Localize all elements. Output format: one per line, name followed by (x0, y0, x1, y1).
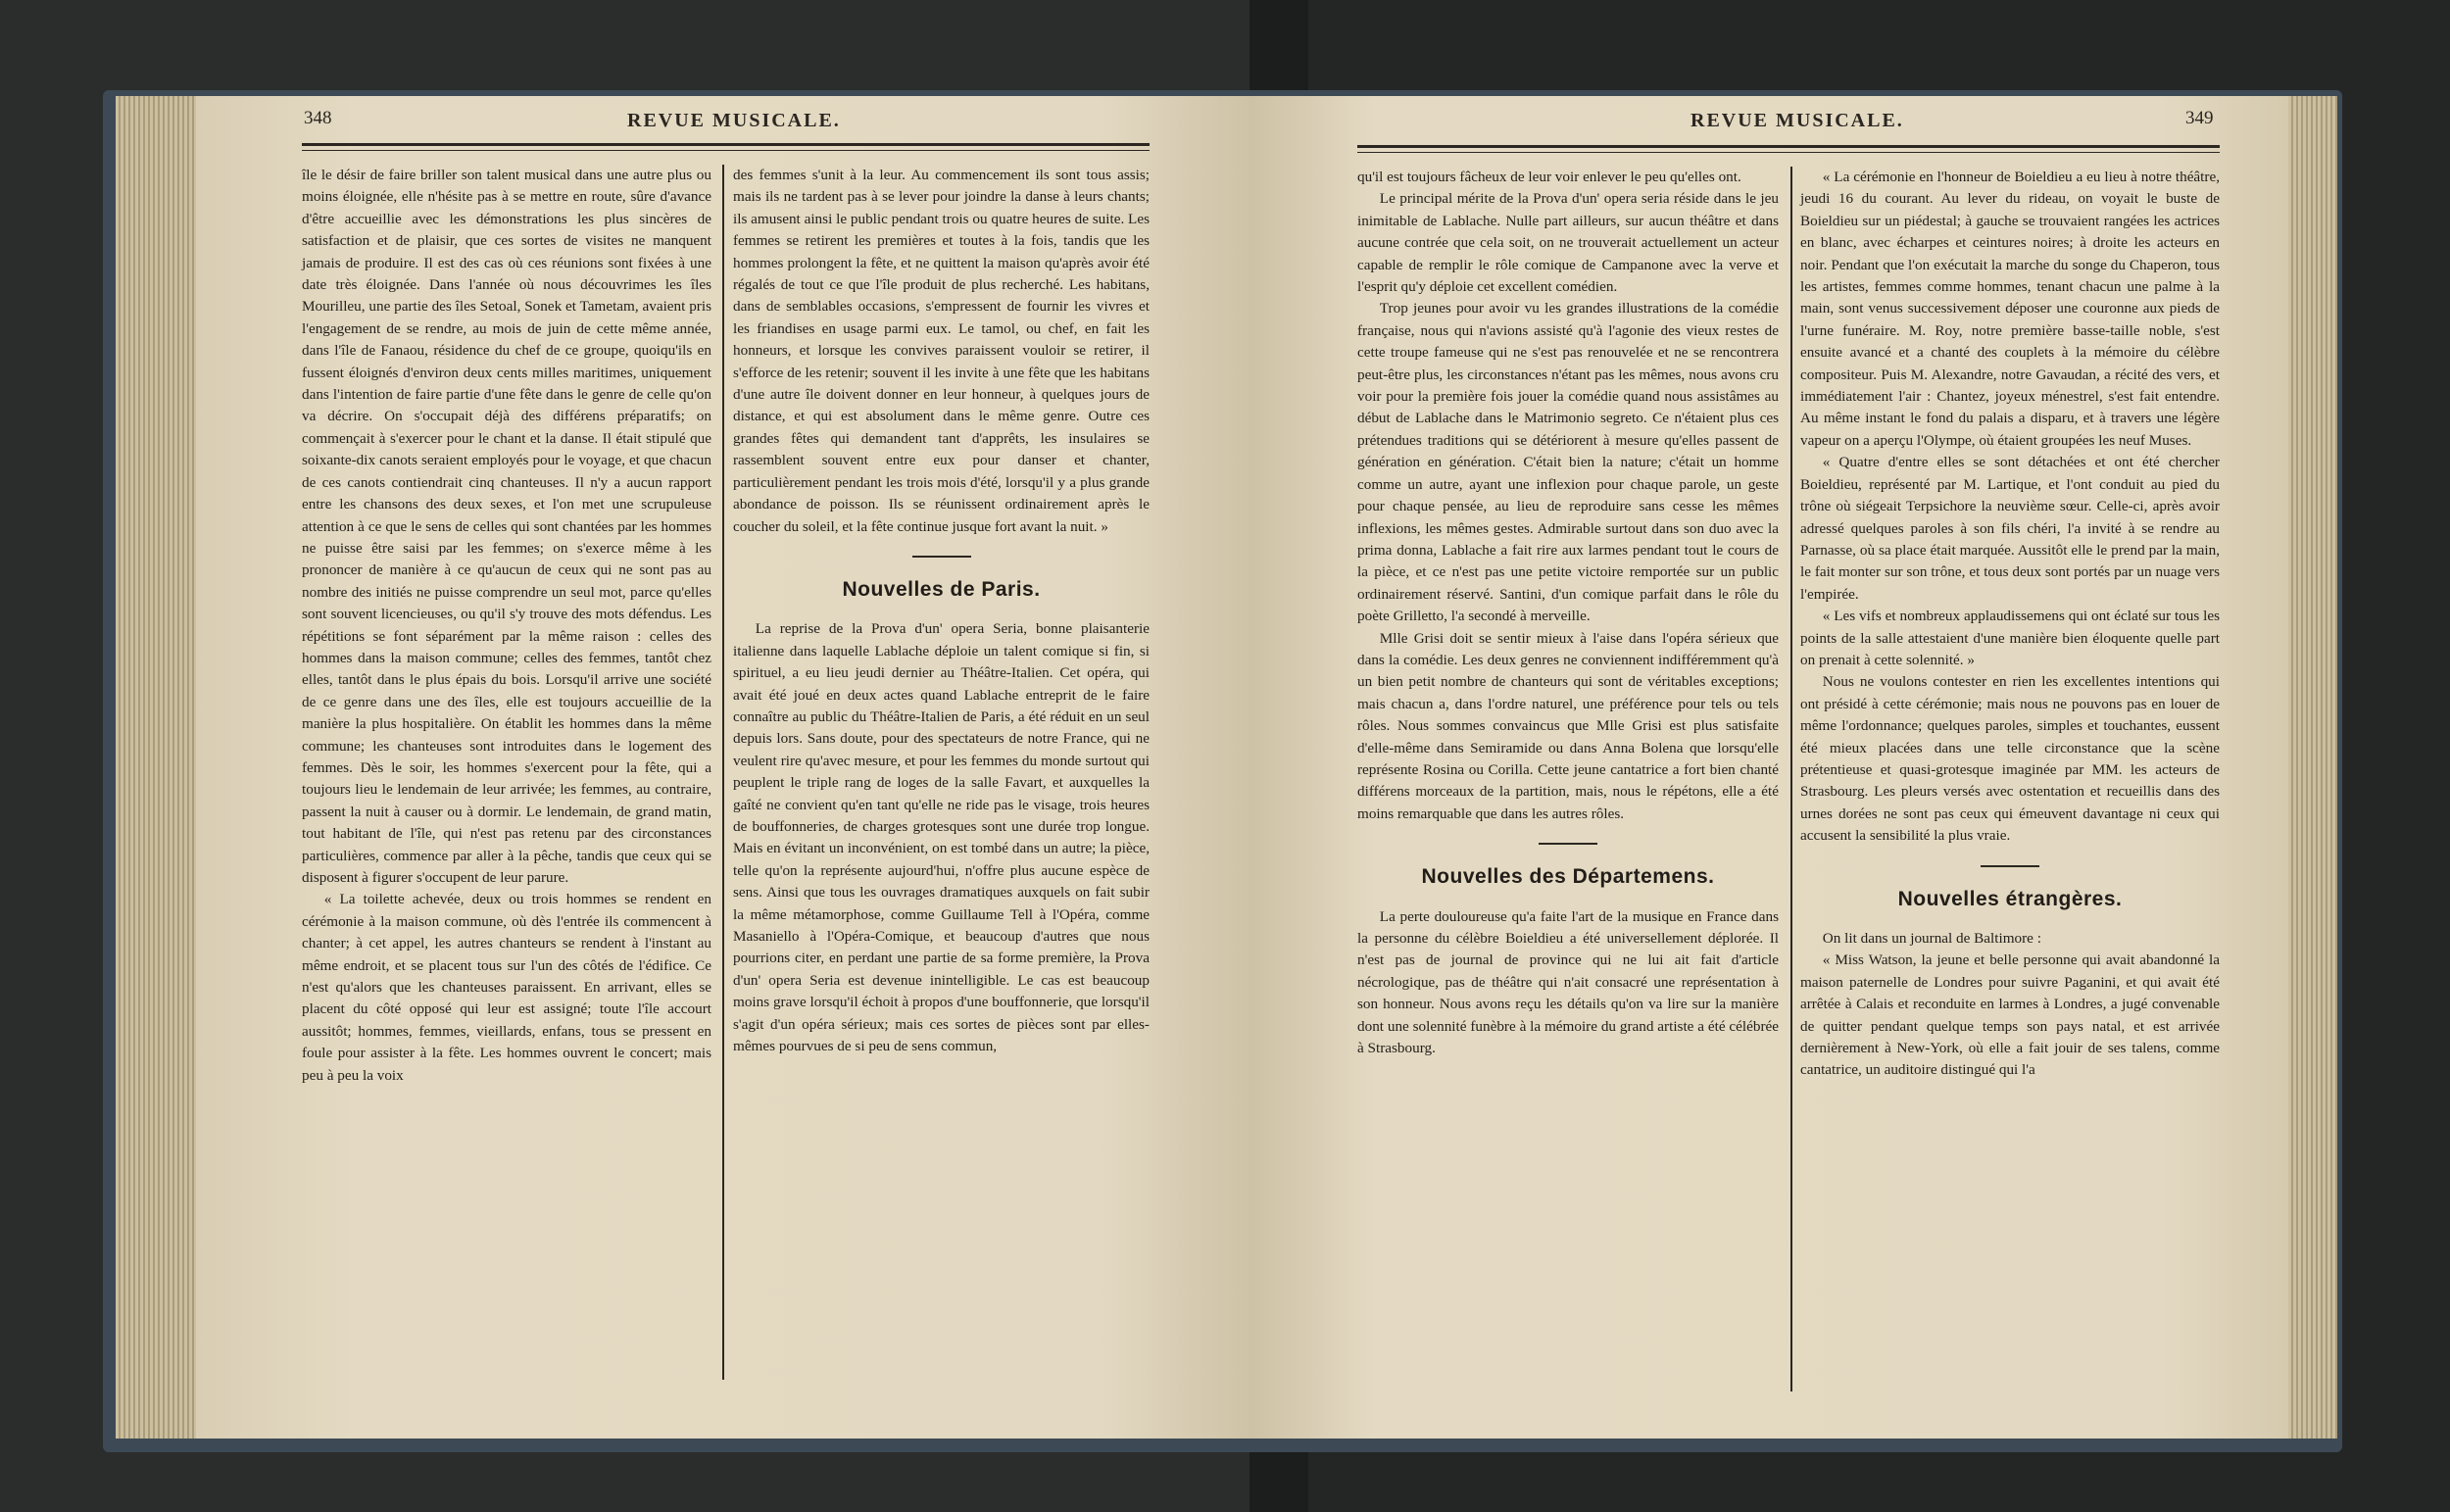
paragraph: Mlle Grisi doit se sentir mieux à l'aise dans l'opéra sérieux que dans la comédie. Les deux genres ne conviennent indifféremment qu'à un bien petit nombre de chanteurs qui sont de véritables exceptions; mais chacun a, dans l'ordre naturel, une préférence pour tels ou tels rôles. Nous sommes convaincus que Mlle Grisi est plus satisfaite d'elle-même dans Semiramide ou dans Anna Bolena que lorsqu'elle représente Rosina ou Corilla. Cette jeune cantatrice a fort bien chanté différens morceaux de la partition, mais, nous le répétons, elle a été moins remarquable que dans les autres rôles. (1357, 629, 1779, 822)
paragraph: « La toilette achevée, deux ou trois hommes se rendent en cérémonie à la maison commune, où dès l'entrée ils commencent à chanter; à cet appel, les autres chanteurs se rendent à l'instant au même endroit, et se placent tous sur l'un des côtés de l'édifice. Ce n'est qu'alors que les chanteuses paraissent. En arrivant, elles se placent du côté opposé qui leur est assigné; toute l'île accourt aussitôt; hommes, femmes, vieillards, enfans, tous se pressent en foule pour assister à la fête. Les hommes ouvrent le concert; mais peu à peu la voix (302, 891, 711, 1084)
paragraph: des femmes s'unit à la leur. Au commencement ils sont tous assis; mais ils ne tardent pas à se lever pour joindre la danse à leurs chants; ils amusent ainsi le public pendant trois ou quatre heures de suite. Les femmes se retirent les premières et toutes à la fois, tandis que les hommes prolongent la fête, et ne quittent la maison qu'après avoir été régalés de tout ce que l'île produit de plus recherché. Les habitans, dans de semblables occasions, s'empressent de fournir les vivres et les friandises en usage parmi eux. Le tamol, ou chef, en fait les honneurs, et lorsque les convives paraissent vouloir se retirer, il s'efforce de les retenir; souvent il les invite à une fête que les habitans d'une autre île doivent donner en leur honneur, à quelques jours de distance, et qui est absolument dans le même genre. Outre ces grandes fêtes qui demandent tant d'apprêts, les insulaires se rassemblent souvent entre eux pour danser et chanter, particulièrement pendant les trois mois d'été, lorsqu'il y a plus grande abondance de poisson. Ils se réunissent ordinairement après le coucher du soleil, et la fête continue jusque fort avant la nuit. » (733, 167, 1150, 535)
left-page-column-2 (733, 165, 1150, 1057)
paragraph: « Miss Watson, la jeune et belle personne qui avait abandonné la maison paternelle de Londres pour suivre Paganini, et qui avait été arrêtée à Calais et reconduite en larmes à Londres, a jugé convenable de quitter pendant quelque temps son pays natal, et est arrivée dernièrement à New-York, où elle a fait jouir de ses talens, comme cantatrice, un auditoire distingué qui l'a (1800, 951, 2220, 1079)
left-page (196, 96, 1259, 1439)
paragraph: « La cérémonie en l'honneur de Boieldieu a eu lieu à notre théâtre, jeudi 16 du courant. Au lever du rideau, on voyait le buste de Boieldieu sur un piédestal; à gauche se trouvaient rangées les actrices en blanc, avec écharpes et ceintures noires; à droite les acteurs en noir. Pendant que l'on exécutait la marche du songe du Chaperon, tous les artistes, femmes comme hommes, tenant chacun une palme à la main, sont venus successivement déposer une couronne aux pieds de l'urne funéraire. M. Roy, notre première basse-taille noble, s'est ensuite avancé et a chanté des couplets à la mémoire du célèbre compositeur. Puis M. Alexandre, notre Gavaudan, a récité des vers, et immédiatement l'air : Chantez, joyeux ménestrel, s'est fait entendre. Au même instant le fond du palais a disparu, et à travers une légère vapeur on a aperçu l'Olympe, où étaient groupées les neuf Muses. (1800, 169, 2220, 449)
running-head-right: REVUE MUSICALE. (1690, 110, 1904, 131)
paragraph: Le principal mérite de la Prova d'un' opera seria réside dans le jeu inimitable de Lablache. Nulle part ailleurs, sur aucun théâtre et dans aucune contrée que cela soit, on ne trouverait actuellement un acteur capable de remplir le rôle comique de Campanone avec la verve et l'esprit qu'y déploie cet excellent comédien. (1357, 190, 1779, 296)
right-page (1250, 96, 2288, 1439)
paragraph: La reprise de la Prova d'un' opera Seria, bonne plaisanterie italienne dans laquelle Lablache déploie un talent comique si fin, si spirituel, a eu lieu jeudi dernier au Théâtre-Italien. Cet opéra, qui avait été joué en deux actes quand Lablache entreprit de le faire connaître au public du Théâtre-Italien de Paris, a été réduit en un seul depuis lors. Sans doute, pour des spectateurs de notre France, qui ne veulent rire qu'avec mesure, et pour les femmes du monde surtout qui peuplent le triple rang de loges de la salle Favart, et auxquelles la gaîté ne convient qu'en tant qu'elle ne ride pas le visage, trois heures de bouffonneries, de charges grotesques sont une durée trop longue. Mais en évitant un inconvénient, on est tombé dans un autre; la pièce, telle qu'on la représente aujourd'hui, n'offre plus aucune espèce de sens. Ainsi que tous les ouvrages dramatiques auxquels on fait subir la même métamorphose, comme Guillaume Tell à l'Opéra, comme Masaniello à l'Opéra-Comique, et beaucoup d'autres que nous pourrions citer, en perdant une partie de sa forme première, la Prova d'un' opera Seria est devenue inintelligible. Le cas est beaucoup moins grave lorsqu'il échoit à propos d'une bouffonnerie, que lorsqu'il s'agit d'un opéra sérieux; mais ces sortes de pièces sont par elles-mêmes pourvues de si peu de sens commun, (733, 620, 1150, 1055)
paragraph: île le désir de faire briller son talent musical dans une autre plus ou moins éloignée, elle n'hésite pas à se mettre en route, sûre d'avance d'être accueillie avec les démonstrations les plus sincères de satisfaction et de plaisir, que ces sortes de visites ne manquent jamais de produire. Il est des cas où ces réunions sont fixées à une date très éloignée. Dans l'année où nous découvrimes les îles Mourilleu, une partie des îles Setoal, Sonek et Tametam, avaient pris l'engagement de se rendre, au mois de juin de cette même année, dans l'île de Fanaou, résidence du chef de ce groupe, quoiqu'ils en fussent éloignés d'environ deux cents milles maritimes, uniquement dans l'intention de faire partie d'une fête dans le genre de celle qu'on va décrire. On s'occupait déjà des différens préparatifs; on commençait à s'exercer pour le chant et la danse. Il était stipulé que soixante-dix canots seraient employés pour le voyage, et que chacun de ces canots contiendrait cinq chanteuses. Il n'y a aucun rapport entre les chansons des deux sexes, et l'on met une scrupuleuse attention à ce que le sens de celles qui sont chantées par les hommes ne puisse être saisi par les femmes; on s'exerce même à les prononcer de manière à ce qu'aucun de ceux qui ne sont pas au nombre des initiés ne puisse comprendre un seul mot, parce qu'elles sont souvent licencieuses, ou qu'il s'y trouve des mots défendus. Les répétitions se font séparément par la même raison : celles des hommes dans la maison commune; celles des femmes, tantôt chez elles, tantôt dans le plus épais du bois. Lorsqu'il arrive une société de ce genre dans une des îles, elle est toujours accueillie de la manière la plus hospitalière. On établit les hommes dans la même commune; les chanteuses sont introduites dans le logement des femmes. Dès le soir, les hommes s'exercent pour la fête, qui a toujours lieu le lendemain de leur arrivée; les femmes, au contraire, passent la nuit à causer ou à dormir. Le lendemain, de grand matin, tout habitant de l'île, qui n'est pas retenu par des circonstances particulières, commence par aller à la pêche, tandis que ceux qui se disposent à figurer s'occupent de leur parure. (302, 167, 711, 886)
paragraph: Trop jeunes pour avoir vu les grandes illustrations de la comédie française, nous qui n'avions assisté qu'à l'agonie des vieux restes de cette troupe fameuse qui ne s'est pas renouvelée et ne se rencontrera peut-être plus, les circonstances n'étant pas les mêmes, nous avons cru voir pour la première fois jouer la comédie quand nous assistâmes au début de Lablache dans le Matrimonio segreto. Ce n'étaient plus ces prétendues traditions qui se détériorent à mesure qu'elles passent de génération en génération. C'était bien la nature; c'était un homme comme un autre, ayant une inflexion pour chaque parole, un geste pour chaque pensée, au lieu de reproduire sans cesse les mêmes inflexions, les mêmes gestes. Admirable surtout dans son duo avec la prima donna, Lablache a fait rire aux larmes pendant tout le cours de la pièce, et ce n'est pas une petite victoire remportée sur un public ordinairement réservé. Santini, d'un comique parfait dans le rôle du poète Grilletto, l'a secondé à merveille. (1357, 300, 1779, 625)
paragraph: Nous ne voulons contester en rien les excellentes intentions qui ont présidé à cette cérémonie; mais nous ne pouvons pas en louer de même l'ordonnance; quelques paroles, simples et touchantes, eussent été mieux placées dans une telle circonstance que la scène prétentieuse et quasi-grotesque imaginée par MM. les acteurs de Strasbourg. Les pleurs versés avec ostentation et recueillis dans des urnes dorées ne sont pas ceux qui émeuvent davantage ni ceux qui accusent la sensibilité la plus vraie. (1800, 673, 2220, 845)
right-page-column-2 (1800, 167, 2220, 1082)
section-separator (912, 556, 971, 558)
section-heading-paris: Nouvelles de Paris. (842, 577, 1041, 601)
header-rule-left (302, 143, 1150, 151)
paragraph: « Les vifs et nombreux applaudissemens qui ont éclaté sur tous les points de la salle attestaient d'une manière bien éloquente quelle part on prenait à cette solennité. » (1800, 608, 2220, 668)
section-heading-departemens: Nouvelles des Départemens. (1421, 865, 1715, 889)
page-number-left: 348 (304, 108, 332, 128)
left-page-column-1 (302, 165, 711, 1087)
column-divider-right (1790, 167, 1792, 1391)
paragraph: « Quatre d'entre elles se sont détachées et ont été chercher Boieldieu, représenté par M. Lartique, et l'ont conduit au pied du trône où siégeait Terpsichore la neuvième sœur. Celle-ci, après avoir adressé quelques paroles à son fils chéri, l'a invité à se rendre au Parnasse, où sa place était marquée. Aussitôt elle le prend par la main, le fait monter sur son trône, et tous deux sont portés par un nuage vers l'empirée. (1800, 454, 2220, 603)
running-head-left: REVUE MUSICALE. (627, 110, 841, 131)
section-separator (1981, 865, 2039, 867)
paragraph: On lit dans un journal de Baltimore : (1822, 930, 2041, 947)
page-number-right: 349 (2185, 108, 2214, 128)
left-page-edges (116, 96, 209, 1439)
section-separator (1539, 843, 1597, 845)
section-heading-etrangeres: Nouvelles étrangères. (1897, 887, 2123, 910)
paragraph: qu'il est toujours fâcheux de leur voir enlever le peu qu'elles ont. (1357, 169, 1741, 185)
right-page-column-1 (1357, 167, 1779, 1059)
column-divider-left (722, 165, 724, 1380)
header-rule-right (1357, 145, 2220, 153)
paragraph: La perte douloureuse qu'a faite l'art de la musique en France dans la personne du célèbre Boieldieu a été universellement déplorée. Il n'est pas de journal de province qui ne lui ait fait d'article nécrologique, pas de théâtre qui n'ait consacré une représentation à son honneur. Nous avons reçu les détails qu'on va lire sur la manière dont une solennité funèbre à la mémoire du grand artiste a été célébrée à Strasbourg. (1357, 907, 1779, 1057)
